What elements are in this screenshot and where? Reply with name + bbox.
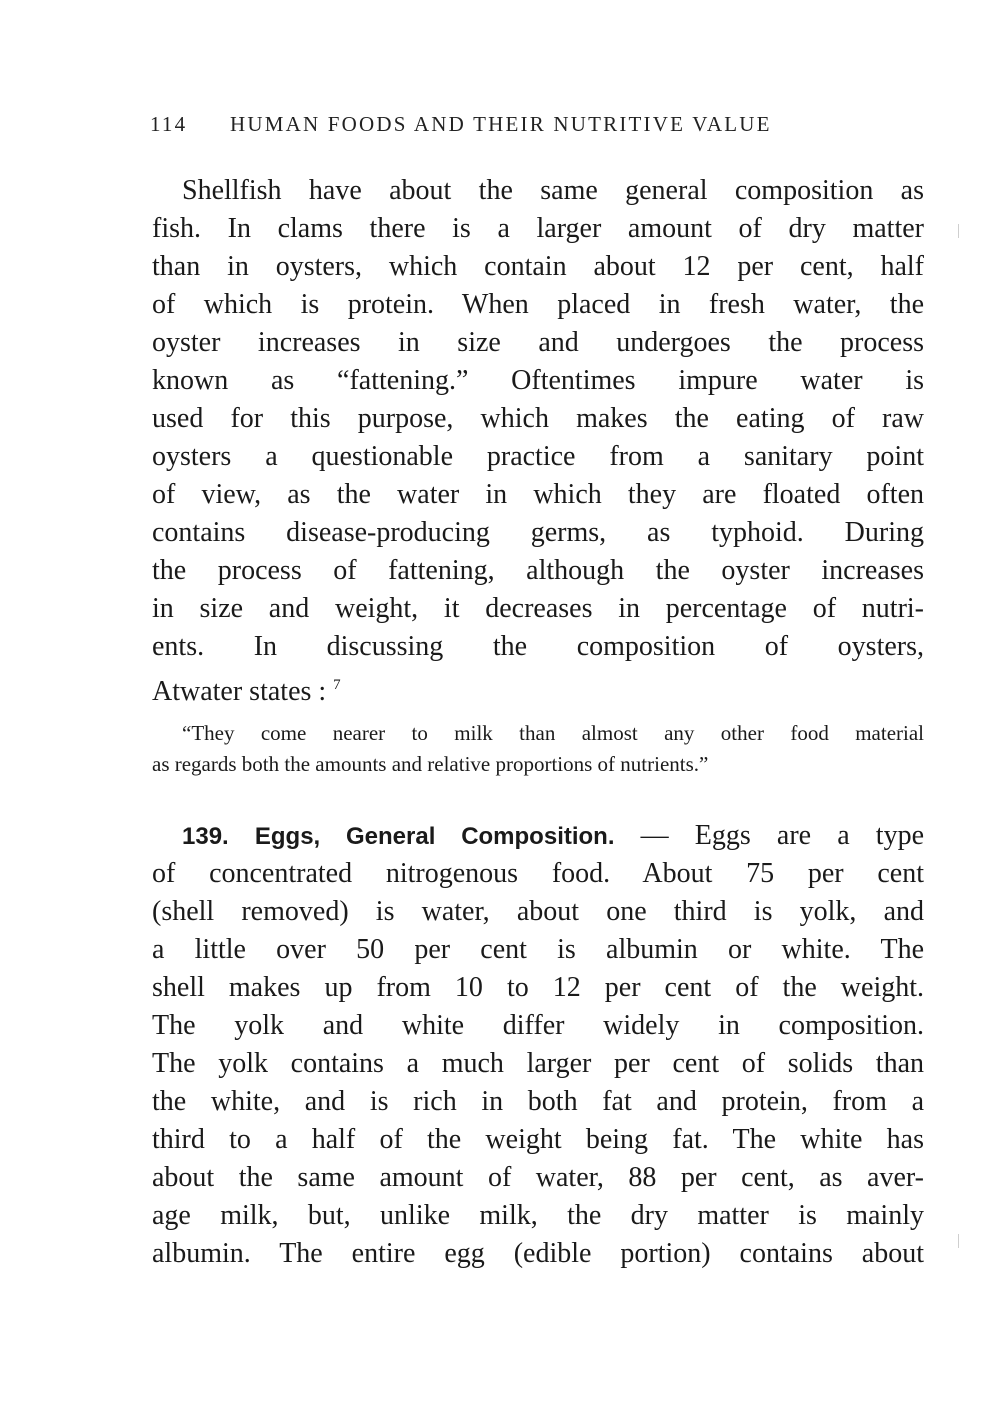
text-line: than in oysters, which contain about 12 per cent, half [152,251,924,282]
quote-line: as regards both the amounts and relative proportions of nutrients.” [152,752,709,776]
text-line: of which is protein. When placed in fresh water, the [152,289,924,320]
text-line: in size and weight, it decreases in percentage of nutri- [152,593,924,624]
text-line: of view, as the water in which they are floated often [152,479,924,510]
text-line: the white, and is rich in both fat and protein, from a [152,1086,924,1117]
running-head [150,112,872,142]
block-quote [152,718,924,780]
text-line: Shellfish have about the same general composition as [182,175,924,206]
text-line: used for this purpose, which makes the eating of raw [152,403,924,434]
heading-line-text: Eggs are a type [694,820,924,851]
heading-dash: — [614,820,695,851]
scan-margin-mark [958,1234,959,1248]
text-line: the process of fattening, although the oyster increases [152,555,924,586]
text-line: (shell removed) is water, about one third is yolk, and [152,896,924,927]
atwater-line: Atwater states : [152,676,327,704]
text-line: about the same amount of water, 88 per cent, as aver- [152,1162,924,1193]
shellfish-paragraph [152,172,924,704]
text-line: The yolk and white differ widely in composition. [152,1010,924,1041]
section-heading: Eggs, General Composition. [254,823,615,850]
text-line: oyster increases in size and undergoes the process [152,327,924,358]
running-title: HUMAN FOODS AND THEIR NUTRITIVE VALUE [230,112,772,136]
quote-line: “They come nearer to milk than almost any other food material [182,721,924,745]
text-line: known as “fattening.” Oftentimes impure water is [152,365,924,396]
footnote-reference[interactable]: 7 [333,677,341,693]
text-line: of concentrated nitrogenous food. About 75 per cent [152,858,924,889]
text-line: third to a half of the weight being fat. The white has [152,1124,924,1155]
text-line: shell makes up from 10 to 12 per cent of the weight. [152,972,924,1003]
text-line: ents. In discussing the composition of oysters, [152,631,924,662]
text-line-last [152,666,924,704]
text-line: age milk, but, unlike milk, the dry matter is mainly [152,1200,924,1231]
text-line: oysters a questionable practice from a sanitary point [152,441,924,472]
text-line: The yolk contains a much larger per cent of solids than [152,1048,924,1079]
section-number: 139. [182,823,229,850]
text-line: contains disease-producing germs, as typhoid. During [152,517,924,548]
text-line: fish. In clams there is a larger amount of dry matter [152,213,924,244]
section-heading-line [152,817,924,855]
text-line: a little over 50 per cent is albumin or white. The [152,934,924,965]
eggs-section [152,817,924,1273]
scan-margin-mark [958,224,959,238]
page-number: 114 [150,112,188,136]
text-line: albumin. The entire egg (edible portion) contains about [152,1238,924,1269]
